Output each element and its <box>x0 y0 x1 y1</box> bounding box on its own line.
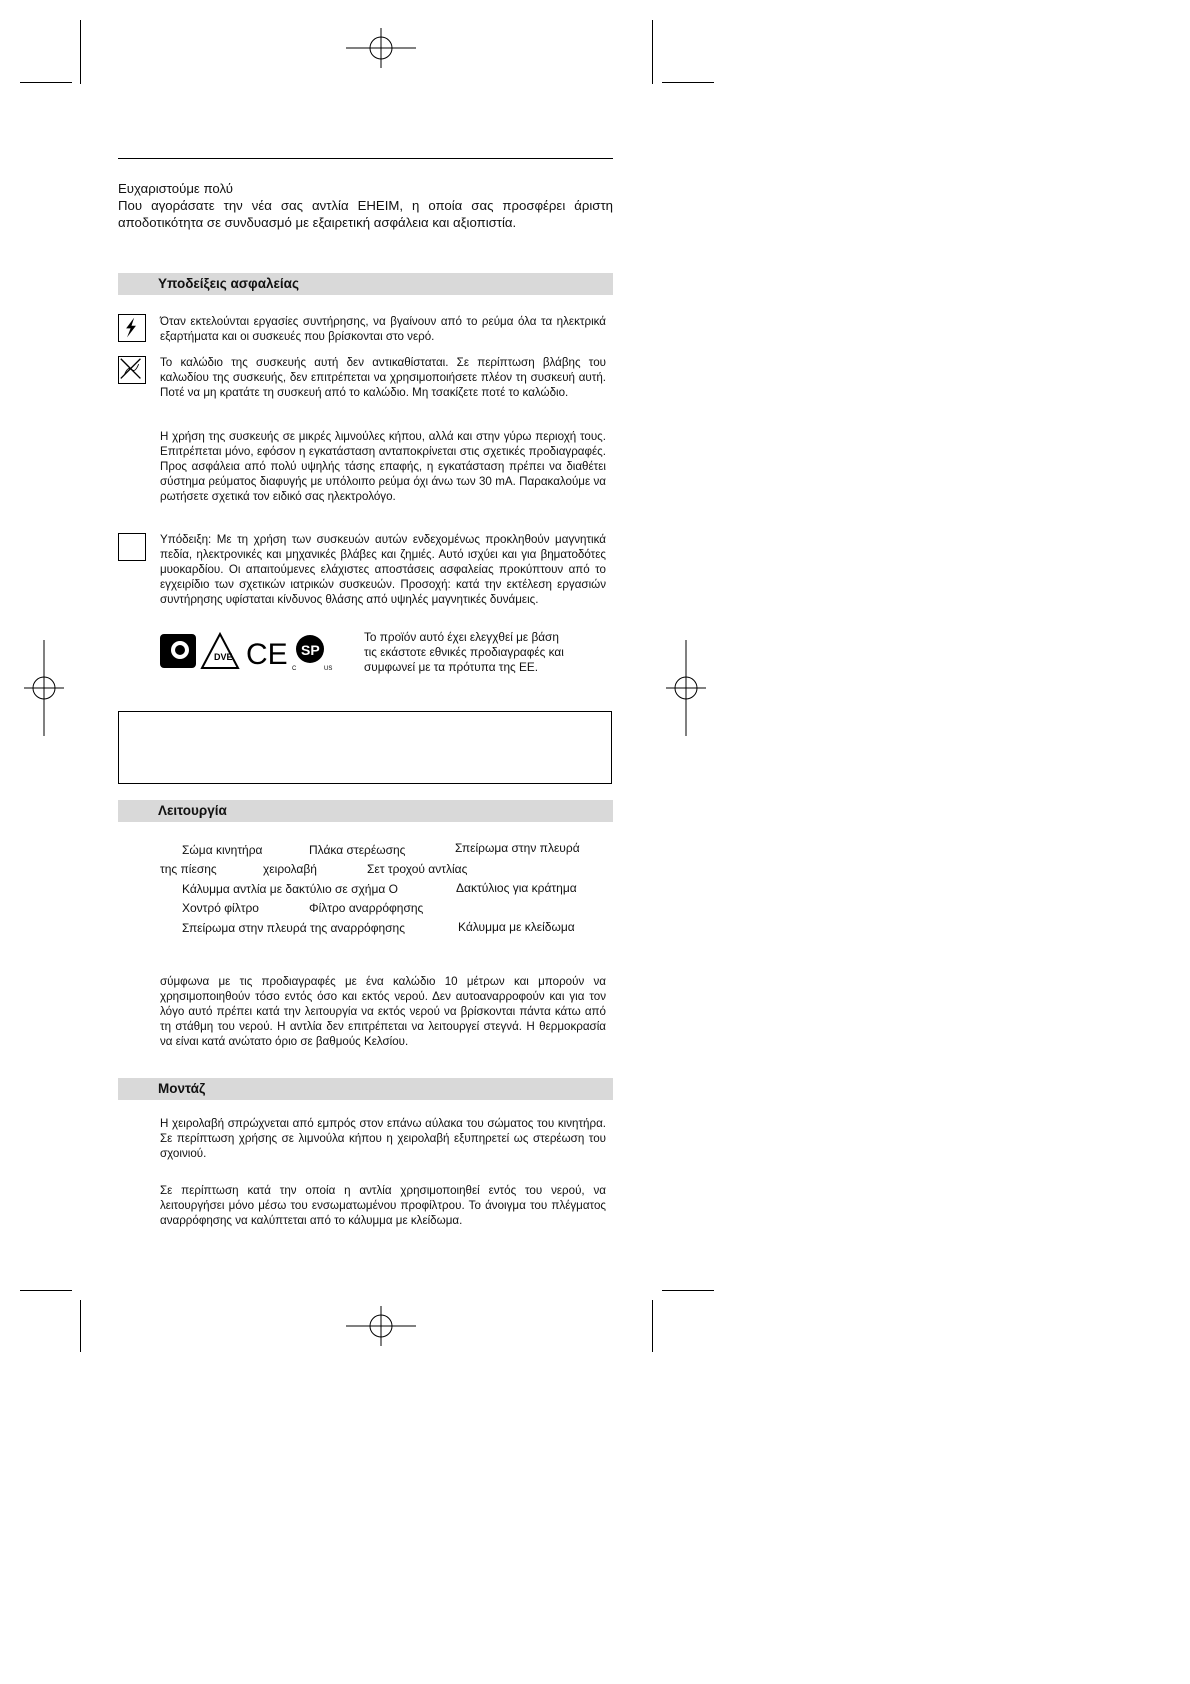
top-rule <box>118 158 613 159</box>
crop-mark <box>20 82 72 83</box>
svg-text:US: US <box>324 666 333 672</box>
intro-title: Ευχαριστούμε πολύ <box>118 181 233 196</box>
safety-paragraph: Υπόδειξη: Με τη χρήση των συσκευών αυτών ενδεχομένως προκληθούν μαγνητικά πεδία, ηλεκτρονικές και μηχανικές βλάβες και ζημιές. Αυτό ισχύει και για βηματοδότες μυοκαρδίου. Οι απαιτούμενες ελάχιστες αποστάσεις ασφαλείας προκύπτουν από το εγχειρίδιο των σχετικών ιατρικών συσκευών. Προσοχή: κατά την εκτέλεση εργασιών συντήρησης υφίσταται κίνδυνος θλάσης από υψηλές μαγνητικές δυνάμεις. <box>160 533 606 606</box>
crop-mark <box>80 1300 81 1352</box>
part-label: της πίεσης <box>160 862 217 876</box>
crop-mark <box>662 82 714 83</box>
magnetic-field-notice-icon <box>118 533 146 561</box>
no-cable-replacement-icon <box>118 356 146 384</box>
part-label: Σετ τροχού αντλίας <box>367 862 468 876</box>
svg-text:SP: SP <box>301 642 320 658</box>
csa-mark-icon <box>292 635 332 672</box>
part-label: Πλάκα στερέωσης <box>309 843 406 857</box>
ce-mark-icon <box>246 638 288 671</box>
section-title: Υποδείξεις ασφαλείας <box>158 276 299 291</box>
registration-mark-icon <box>666 640 706 736</box>
assembly-paragraph: Σε περίπτωση κατά την οποία η αντλία χρησιμοποιηθεί εντός του νερού, να λειτουργήσει μόνο μέσω του ενσωματωμένου προφίλτρου. Το άνοιγμα του πλέγματος αναρρόφησης να καλύπτεται από το κάλυμμα με κλείδωμα. <box>160 1184 606 1227</box>
cert-line: τις εκάστοτε εθνικές προδιαγραφές και <box>364 645 564 659</box>
safety-paragraph: Το καλώδιο της συσκευής αυτή δεν αντικαθίσταται. Σε περίπτωση βλάβης του καλωδίου της συσκευής, δεν επιτρέπεται να χρησιμοποιήσετε πλέον τη συσκευή αυτή. Ποτέ να μη κρατάτε τη συσκευή από το καλώδιο. Μη τσακίζετε ποτέ το καλώδιο. <box>160 356 606 399</box>
part-label: Χοντρό φίλτρο <box>182 901 259 915</box>
section-title: Λειτουργία <box>158 803 227 818</box>
cert-line: συμφωνεί με τα πρότυπα της ΕΕ. <box>364 660 538 674</box>
operation-paragraph: σύμφωνα με τις προδιαγραφές με ένα καλώδιο 10 μέτρων και μπορούν να χρησιμοποιηθούν τόσο εντός όσο και εκτός νερού. Δεν αυτοαναρροφούν και για τον λόγο αυτό πρέπει κατά την λειτουργία να εκτός νερού να βρίσκονται πάντα κάτω από τη στάθμη του νερού. Η αντλία δεν επιτρέπεται να λειτουργεί στεγνά. Η θερμοκρασία να είναι κατά ανώτατο όριο σε βαθμούς Κελσίου. <box>160 975 606 1048</box>
safety-paragraph: Η χρήση της συσκευής σε μικρές λιμνούλες κήπου, αλλά και στην γύρω περιοχή τους. Επιτρέπεται μόνο, εφόσον η εγκατάσταση ανταποκρίνεται στις σχετικές προδιαγραφές. Προς ασφάλεια από πολύ υψηλής τάσης επαφής, η εγκατάσταση πρέπει να διαθέτει σύστημα ρεύματος διαφυγής με υπόλοιπο ρεύμα όχι άνω των 30 mA. Παρακαλούμε να ρωτήσετε σχετικά τον ειδικό σας ηλεκτρολόγο. <box>160 430 606 503</box>
part-label: Σπείρωμα στην πλευρά <box>455 841 580 855</box>
part-label: Σπείρωμα στην πλευρά της αναρρόφησης <box>182 921 406 935</box>
vde-mark-icon <box>202 634 238 668</box>
crop-mark <box>80 20 81 84</box>
part-label: χειρολαβή <box>263 862 317 876</box>
safety-paragraph: Όταν εκτελούνται εργασίες συντήρησης, να βγαίνουν από το ρεύμα όλα τα ηλεκτρικά εξαρτήματα και οι συσκευές που βρίσκονται στο νερό. <box>160 315 606 343</box>
section-header-assembly <box>118 1078 613 1100</box>
crop-mark <box>20 1290 72 1291</box>
crop-mark <box>662 1290 714 1291</box>
registration-mark-icon <box>346 28 416 68</box>
safety-mark-icon <box>160 634 196 668</box>
svg-text:CE: CE <box>246 638 288 671</box>
assembly-paragraph: Η χειρολαβή σπρώχνεται από εμπρός στον επάνω αύλακα του σώματος του κινητήρα. Σε περίπτωση χρήσης σε λιμνούλα κήπου η χειρολαβή εξυπηρετεί ως στερέωση του σχοινιού. <box>160 1117 606 1160</box>
cert-line: Το προϊόν αυτό έχει ελεγχθεί με βάση <box>364 630 559 644</box>
intro-text: Που αγοράσατε την νέα σας αντλία EHEIM, η οποία σας προσφέρει άριστη αποδοτικότητα σε συνδυασμό με εξαιρετική ασφάλεια και αξιοπιστία. <box>118 198 613 230</box>
part-label: Φίλτρο αναρρόφησης <box>309 901 424 915</box>
part-label: Κάλυμμα αντλία με δακτύλιο σε σχήμα O <box>182 882 398 896</box>
crop-mark <box>652 1300 653 1352</box>
certification-marks <box>158 630 348 672</box>
part-label: Σώμα κινητήρα <box>182 843 263 857</box>
registration-mark-icon <box>24 640 64 736</box>
part-label: Κάλυμμα με κλείδωμα <box>458 920 575 934</box>
part-label: Δακτύλιος για κράτημα <box>456 881 577 895</box>
svg-text:DVE: DVE <box>214 652 233 662</box>
section-title: Μοντάζ <box>158 1081 206 1096</box>
notice-box <box>118 711 612 784</box>
section-header-safety <box>118 273 613 295</box>
certification-text <box>364 630 604 675</box>
section-header-operation <box>118 800 613 822</box>
registration-mark-icon <box>346 1306 416 1346</box>
lightning-warning-icon <box>118 314 146 342</box>
crop-mark <box>652 20 653 84</box>
svg-text:C: C <box>292 666 297 672</box>
